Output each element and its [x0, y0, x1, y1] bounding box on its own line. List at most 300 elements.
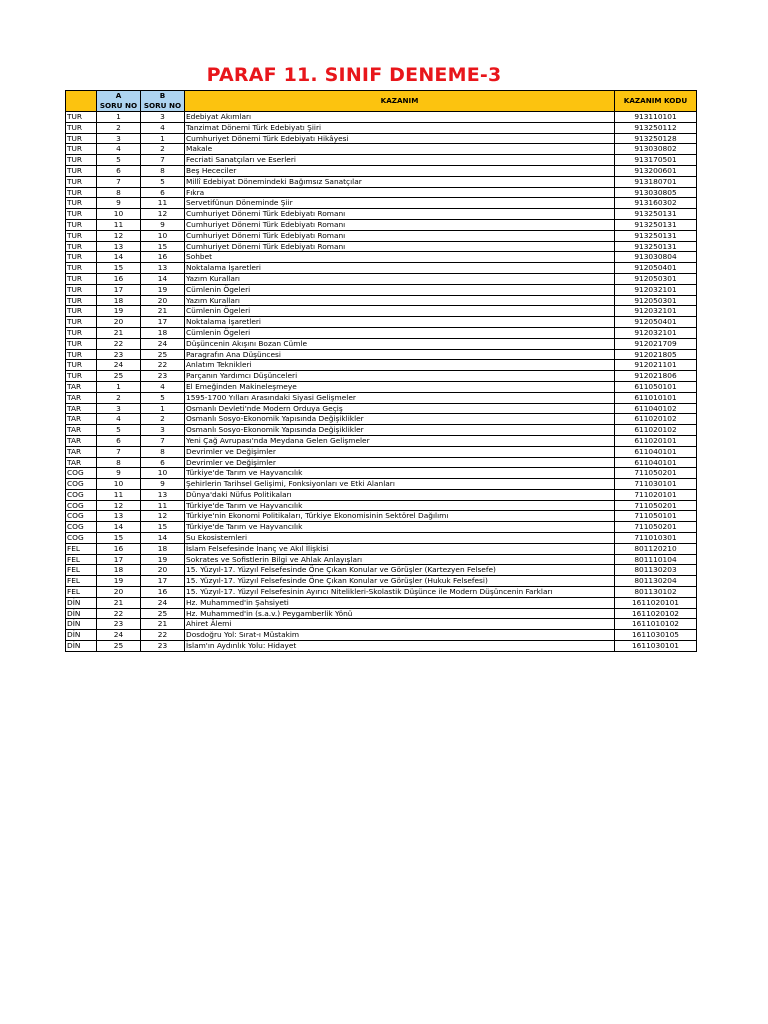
ders-cell: FEL: [66, 554, 97, 565]
a-soru-no-cell: 17: [97, 284, 141, 295]
ders-cell: TAR: [66, 457, 97, 468]
a-soru-no-cell: 14: [97, 252, 141, 263]
kazanim-kodu-cell: 711050201: [615, 522, 697, 533]
a-soru-no-cell: 5: [97, 155, 141, 166]
kazanim-cell: Fecriati Sanatçıları ve Eserleri: [185, 155, 615, 166]
a-soru-no-cell: 22: [97, 608, 141, 619]
ders-cell: FEL: [66, 543, 97, 554]
kazanim-kodu-cell: 913200601: [615, 165, 697, 176]
b-soru-no-cell: 17: [141, 317, 185, 328]
a-soru-no-cell: 2: [97, 122, 141, 133]
a-soru-no-cell: 9: [97, 198, 141, 209]
header-kazanim-kodu: KAZANIM KODU: [615, 91, 697, 112]
table-row: [66, 263, 697, 274]
table-row: [66, 112, 697, 123]
b-soru-no-cell: 22: [141, 630, 185, 641]
table-row: [66, 641, 697, 652]
b-soru-no-cell: 15: [141, 241, 185, 252]
b-soru-no-cell: 1: [141, 133, 185, 144]
kazanim-kodu-cell: 913160302: [615, 198, 697, 209]
kazanim-kodu-cell: 711050201: [615, 468, 697, 479]
ders-cell: TUR: [66, 155, 97, 166]
a-soru-no-cell: 3: [97, 133, 141, 144]
ders-cell: TUR: [66, 360, 97, 371]
ders-cell: TAR: [66, 403, 97, 414]
ders-cell: COG: [66, 522, 97, 533]
ders-cell: TUR: [66, 219, 97, 230]
a-soru-no-cell: 23: [97, 619, 141, 630]
b-soru-no-cell: 20: [141, 295, 185, 306]
kazanim-cell: Osmanlı Sosyo-Ekonomik Yapısında Değişiklikler: [185, 414, 615, 425]
kazanim-cell: Noktalama İşaretleri: [185, 263, 615, 274]
table-row: [66, 533, 697, 544]
kazanim-cell: Osmanlı Sosyo-Ekonomik Yapısında Değişiklikler: [185, 425, 615, 436]
kazanim-cell: Servetifünun Döneminde Şiir: [185, 198, 615, 209]
a-soru-no-cell: 6: [97, 165, 141, 176]
kazanim-kodu-cell: 711050201: [615, 500, 697, 511]
kazanim-cell: Cumhuriyet Dönemi Türk Edebiyatı Romanı: [185, 209, 615, 220]
kazanim-cell: İslam Felsefesinde İnanç ve Akıl İlişkisi: [185, 543, 615, 554]
kazanim-kodu-cell: 801130203: [615, 565, 697, 576]
b-soru-no-cell: 17: [141, 576, 185, 587]
kazanim-kodu-cell: 912050301: [615, 273, 697, 284]
a-soru-no-cell: 12: [97, 230, 141, 241]
a-soru-no-cell: 7: [97, 446, 141, 457]
a-soru-no-cell: 25: [97, 371, 141, 382]
ders-cell: TAR: [66, 381, 97, 392]
ders-cell: DİN: [66, 630, 97, 641]
ders-cell: COG: [66, 479, 97, 490]
a-soru-no-cell: 20: [97, 587, 141, 598]
a-soru-no-cell: 13: [97, 241, 141, 252]
table-row: [66, 554, 697, 565]
b-soru-no-cell: 7: [141, 155, 185, 166]
kazanim-kodu-cell: 912021101: [615, 360, 697, 371]
a-soru-no-cell: 20: [97, 317, 141, 328]
kazanim-kodu-cell: 913110101: [615, 112, 697, 123]
ders-cell: TUR: [66, 263, 97, 274]
a-soru-no-cell: 18: [97, 565, 141, 576]
table-row: [66, 230, 697, 241]
b-soru-no-cell: 14: [141, 273, 185, 284]
kazanim-kodu-cell: 801120210: [615, 543, 697, 554]
table-row: [66, 468, 697, 479]
b-soru-no-cell: 18: [141, 327, 185, 338]
a-soru-no-cell: 14: [97, 522, 141, 533]
table-row: [66, 176, 697, 187]
b-soru-no-cell: 4: [141, 381, 185, 392]
kazanim-cell: Millî Edebiyat Dönemindeki Bağımsız Sanatçılar: [185, 176, 615, 187]
ders-cell: DİN: [66, 597, 97, 608]
a-soru-no-cell: 4: [97, 144, 141, 155]
table-row: [66, 608, 697, 619]
kazanim-cell: Türkiye'de Tarım ve Hayvancılık: [185, 500, 615, 511]
table-row: [66, 198, 697, 209]
table-row: [66, 349, 697, 360]
header-b-soru-no: [141, 91, 185, 112]
table-row: [66, 209, 697, 220]
kazanim-kodu-cell: 801110104: [615, 554, 697, 565]
table-row: [66, 479, 697, 490]
kazanim-kodu-cell: 913030805: [615, 187, 697, 198]
a-soru-no-cell: 25: [97, 641, 141, 652]
kazanim-cell: 1595-1700 Yılları Arasındaki Siyasi Gelişmeler: [185, 392, 615, 403]
b-soru-no-cell: 9: [141, 219, 185, 230]
kazanim-cell: Türkiye'nin Ekonomi Politikaları, Türkiye Ekonomisinin Sektörel Dağılımı: [185, 511, 615, 522]
b-soru-no-cell: 19: [141, 284, 185, 295]
a-soru-no-cell: 13: [97, 511, 141, 522]
kazanim-cell: 15. Yüzyıl-17. Yüzyıl Felsefesinde Öne Çıkan Konular ve Görüşler (Hukuk Felsefesi): [185, 576, 615, 587]
kazanim-kodu-cell: 913250128: [615, 133, 697, 144]
kazanim-cell: Hz. Muhammed'in (s.a.v.) Peygamberlik Yönü: [185, 608, 615, 619]
header-a-sub: SORU NO: [99, 101, 138, 110]
table-row: [66, 273, 697, 284]
ders-cell: TAR: [66, 435, 97, 446]
kazanim-cell: Cümlenin Ögeleri: [185, 327, 615, 338]
kazanim-kodu-cell: 711010301: [615, 533, 697, 544]
a-soru-no-cell: 23: [97, 349, 141, 360]
a-soru-no-cell: 21: [97, 597, 141, 608]
ders-cell: TAR: [66, 446, 97, 457]
kazanim-kodu-cell: 913180701: [615, 176, 697, 187]
kazanim-kodu-cell: 912021709: [615, 338, 697, 349]
a-soru-no-cell: 24: [97, 360, 141, 371]
table-row: [66, 165, 697, 176]
kazanim-kodu-cell: 912050401: [615, 317, 697, 328]
table-row: [66, 219, 697, 230]
b-soru-no-cell: 21: [141, 306, 185, 317]
b-soru-no-cell: 10: [141, 468, 185, 479]
a-soru-no-cell: 18: [97, 295, 141, 306]
b-soru-no-cell: 2: [141, 144, 185, 155]
kazanim-cell: Su Ekosistemleri: [185, 533, 615, 544]
table-row: [66, 522, 697, 533]
table-row: [66, 425, 697, 436]
table-body: [66, 112, 697, 652]
table-row: [66, 511, 697, 522]
b-soru-no-cell: 25: [141, 608, 185, 619]
table-row: [66, 392, 697, 403]
b-soru-no-cell: 6: [141, 187, 185, 198]
kazanim-cell: Cumhuriyet Dönemi Türk Edebiyatı Romanı: [185, 241, 615, 252]
table-row: [66, 295, 697, 306]
a-soru-no-cell: 10: [97, 209, 141, 220]
a-soru-no-cell: 10: [97, 479, 141, 490]
kazanim-kodu-cell: 913250131: [615, 241, 697, 252]
b-soru-no-cell: 13: [141, 263, 185, 274]
ders-cell: FEL: [66, 576, 97, 587]
table-row: [66, 543, 697, 554]
header-a-soru-no: [97, 91, 141, 112]
ders-cell: TUR: [66, 252, 97, 263]
b-soru-no-cell: 24: [141, 597, 185, 608]
ders-cell: TUR: [66, 371, 97, 382]
ders-cell: TUR: [66, 349, 97, 360]
b-soru-no-cell: 5: [141, 392, 185, 403]
header-a-label: A: [115, 91, 122, 100]
table-row: [66, 435, 697, 446]
kazanim-cell: Dünya'daki Nüfus Politikaları: [185, 489, 615, 500]
table-row: [66, 371, 697, 382]
b-soru-no-cell: 7: [141, 435, 185, 446]
kazanim-cell: Yazım Kuralları: [185, 295, 615, 306]
b-soru-no-cell: 18: [141, 543, 185, 554]
kazanim-cell: Cumhuriyet Dönemi Türk Edebiyatı Hikâyesi: [185, 133, 615, 144]
b-soru-no-cell: 24: [141, 338, 185, 349]
ders-cell: TUR: [66, 209, 97, 220]
kazanim-kodu-cell: 913250131: [615, 230, 697, 241]
b-soru-no-cell: 9: [141, 479, 185, 490]
ders-cell: TAR: [66, 392, 97, 403]
table-row: [66, 457, 697, 468]
kazanim-kodu-cell: 801130204: [615, 576, 697, 587]
table-row: [66, 155, 697, 166]
kazanim-cell: Noktalama İşaretleri: [185, 317, 615, 328]
b-soru-no-cell: 4: [141, 122, 185, 133]
table-row: [66, 338, 697, 349]
table-row: [66, 619, 697, 630]
kazanim-kodu-cell: 611040102: [615, 403, 697, 414]
a-soru-no-cell: 7: [97, 176, 141, 187]
ders-cell: TUR: [66, 306, 97, 317]
b-soru-no-cell: 8: [141, 165, 185, 176]
b-soru-no-cell: 16: [141, 252, 185, 263]
a-soru-no-cell: 24: [97, 630, 141, 641]
header-row: [66, 91, 697, 112]
kazanim-cell: 15. Yüzyıl-17. Yüzyıl Felsefesinde Öne Çıkan Konular ve Görüşler (Kartezyen Felsefe): [185, 565, 615, 576]
b-soru-no-cell: 13: [141, 489, 185, 500]
a-soru-no-cell: 19: [97, 306, 141, 317]
table-row: [66, 317, 697, 328]
kazanim-cell: Makale: [185, 144, 615, 155]
kazanim-kodu-cell: 912032101: [615, 327, 697, 338]
table-row: [66, 565, 697, 576]
kazanim-cell: Dosdoğru Yol: Sırat-ı Müstakim: [185, 630, 615, 641]
kazanim-cell: Edebiyat Akımları: [185, 112, 615, 123]
table-row: [66, 284, 697, 295]
table-row: [66, 576, 697, 587]
b-soru-no-cell: 12: [141, 511, 185, 522]
ders-cell: TUR: [66, 284, 97, 295]
ders-cell: TUR: [66, 133, 97, 144]
ders-cell: DİN: [66, 619, 97, 630]
table-row: [66, 187, 697, 198]
b-soru-no-cell: 23: [141, 371, 185, 382]
ders-cell: TUR: [66, 144, 97, 155]
table-row: [66, 252, 697, 263]
table-row: [66, 360, 697, 371]
a-soru-no-cell: 16: [97, 543, 141, 554]
kazanim-cell: Devrimler ve Değişimler: [185, 446, 615, 457]
kazanim-kodu-cell: 1611030105: [615, 630, 697, 641]
kazanim-cell: Türkiye'de Tarım ve Hayvancılık: [185, 468, 615, 479]
kazanim-kodu-cell: 611010101: [615, 392, 697, 403]
a-soru-no-cell: 15: [97, 533, 141, 544]
kazanim-kodu-cell: 913030804: [615, 252, 697, 263]
b-soru-no-cell: 23: [141, 641, 185, 652]
a-soru-no-cell: 6: [97, 435, 141, 446]
a-soru-no-cell: 16: [97, 273, 141, 284]
kazanim-cell: Şehirlerin Tarihsel Gelişimi, Fonksiyonları ve Etki Alanları: [185, 479, 615, 490]
b-soru-no-cell: 11: [141, 500, 185, 511]
kazanim-kodu-cell: 611040101: [615, 446, 697, 457]
ders-cell: DİN: [66, 641, 97, 652]
kazanim-kodu-cell: 1611020102: [615, 608, 697, 619]
b-soru-no-cell: 19: [141, 554, 185, 565]
a-soru-no-cell: 1: [97, 381, 141, 392]
ders-cell: TUR: [66, 122, 97, 133]
ders-cell: TUR: [66, 198, 97, 209]
a-soru-no-cell: 15: [97, 263, 141, 274]
kazanim-kodu-cell: 611020102: [615, 414, 697, 425]
kazanim-cell: Ahiret Âlemi: [185, 619, 615, 630]
b-soru-no-cell: 3: [141, 112, 185, 123]
kazanim-kodu-cell: 711050101: [615, 511, 697, 522]
ders-cell: TUR: [66, 112, 97, 123]
ders-cell: COG: [66, 500, 97, 511]
kazanim-kodu-cell: 611050101: [615, 381, 697, 392]
kazanim-cell: Osmanlı Devleti'nde Modern Orduya Geçiş: [185, 403, 615, 414]
table-row: [66, 597, 697, 608]
ders-cell: TUR: [66, 327, 97, 338]
ders-cell: TUR: [66, 176, 97, 187]
b-soru-no-cell: 14: [141, 533, 185, 544]
kazanim-kodu-cell: 711020101: [615, 489, 697, 500]
a-soru-no-cell: 11: [97, 219, 141, 230]
b-soru-no-cell: 5: [141, 176, 185, 187]
kazanim-cell: Sohbet: [185, 252, 615, 263]
ders-cell: DİN: [66, 608, 97, 619]
kazanim-cell: Anlatım Teknikleri: [185, 360, 615, 371]
kazanim-kodu-cell: 912050301: [615, 295, 697, 306]
table-row: [66, 306, 697, 317]
ders-cell: TUR: [66, 241, 97, 252]
kazanim-kodu-cell: 1611010102: [615, 619, 697, 630]
b-soru-no-cell: 6: [141, 457, 185, 468]
a-soru-no-cell: 11: [97, 489, 141, 500]
kazanim-kodu-cell: 912032101: [615, 284, 697, 295]
table-row: [66, 587, 697, 598]
b-soru-no-cell: 15: [141, 522, 185, 533]
table-row: [66, 489, 697, 500]
table-row: [66, 414, 697, 425]
kazanim-cell: Devrimler ve Değişimler: [185, 457, 615, 468]
b-soru-no-cell: 12: [141, 209, 185, 220]
kazanim-cell: Parçanın Yardımcı Düşünceleri: [185, 371, 615, 382]
kazanim-cell: Cumhuriyet Dönemi Türk Edebiyatı Romanı: [185, 219, 615, 230]
a-soru-no-cell: 19: [97, 576, 141, 587]
b-soru-no-cell: 11: [141, 198, 185, 209]
kazanim-cell: 15. Yüzyıl-17. Yüzyıl Felsefesinin Ayırıcı Nitelikleri-Skolastik Düşünce ile Modern Düşüncenin Farkları: [185, 587, 615, 598]
kazanim-cell: İslam'ın Aydınlık Yolu: Hidayet: [185, 641, 615, 652]
kazanim-kodu-cell: 913250112: [615, 122, 697, 133]
a-soru-no-cell: 9: [97, 468, 141, 479]
kazanim-kodu-cell: 801130102: [615, 587, 697, 598]
kazanim-kodu-cell: 913250131: [615, 219, 697, 230]
a-soru-no-cell: 1: [97, 112, 141, 123]
table-row: [66, 327, 697, 338]
header-kazanim: KAZANIM: [185, 91, 615, 112]
kazanim-kodu-cell: 611040101: [615, 457, 697, 468]
kazanim-cell: Hz. Muhammed'in Şahsiyeti: [185, 597, 615, 608]
kazanim-cell: Paragrafın Ana Düşüncesi: [185, 349, 615, 360]
ders-cell: TUR: [66, 295, 97, 306]
kazanim-kodu-cell: 611020102: [615, 425, 697, 436]
kazanim-kodu-cell: 1611030101: [615, 641, 697, 652]
page-title: PARAF 11. SINIF DENEME-3: [206, 64, 502, 86]
b-soru-no-cell: 16: [141, 587, 185, 598]
kazanim-cell: Beş Hececiler: [185, 165, 615, 176]
b-soru-no-cell: 10: [141, 230, 185, 241]
kazanim-cell: Cümlenin Ögeleri: [185, 284, 615, 295]
kazanim-kodu-cell: 912032101: [615, 306, 697, 317]
ders-cell: TUR: [66, 187, 97, 198]
table-row: [66, 241, 697, 252]
b-soru-no-cell: 20: [141, 565, 185, 576]
a-soru-no-cell: 5: [97, 425, 141, 436]
b-soru-no-cell: 8: [141, 446, 185, 457]
header-b-label: B: [159, 91, 166, 100]
ders-cell: COG: [66, 511, 97, 522]
ders-cell: FEL: [66, 565, 97, 576]
kazanim-cell: Sokrates ve Sofistlerin Bilgi ve Ahlak Anlayışları: [185, 554, 615, 565]
header-ders: [66, 91, 97, 112]
a-soru-no-cell: 3: [97, 403, 141, 414]
kazanim-cell: Türkiye'de Tarım ve Hayvancılık: [185, 522, 615, 533]
kazanim-cell: Düşüncenin Akışını Bozan Cümle: [185, 338, 615, 349]
kazanim-cell: Tanzimat Dönemi Türk Edebiyatı Şiiri: [185, 122, 615, 133]
kazanim-kodu-cell: 913250131: [615, 209, 697, 220]
ders-cell: COG: [66, 468, 97, 479]
kazanim-kodu-cell: 912021806: [615, 371, 697, 382]
table-row: [66, 500, 697, 511]
kazanim-cell: Cumhuriyet Dönemi Türk Edebiyatı Romanı: [185, 230, 615, 241]
a-soru-no-cell: 12: [97, 500, 141, 511]
kazanim-cell: Cümlenin Ögeleri: [185, 306, 615, 317]
table-row: [66, 133, 697, 144]
table-row: [66, 446, 697, 457]
kazanim-kodu-cell: 912050401: [615, 263, 697, 274]
table-row: [66, 403, 697, 414]
b-soru-no-cell: 25: [141, 349, 185, 360]
kazanim-cell: El Emeğinden Makineleşmeye: [185, 381, 615, 392]
ders-cell: TUR: [66, 230, 97, 241]
table-row: [66, 122, 697, 133]
table-row: [66, 381, 697, 392]
kazanim-kodu-cell: 1611020101: [615, 597, 697, 608]
kazanim-kodu-cell: 912021805: [615, 349, 697, 360]
b-soru-no-cell: 2: [141, 414, 185, 425]
a-soru-no-cell: 8: [97, 457, 141, 468]
ders-cell: TUR: [66, 165, 97, 176]
table-row: [66, 630, 697, 641]
ders-cell: COG: [66, 533, 97, 544]
kazanim-cell: Yazım Kuralları: [185, 273, 615, 284]
a-soru-no-cell: 22: [97, 338, 141, 349]
ders-cell: TAR: [66, 425, 97, 436]
ders-cell: TUR: [66, 273, 97, 284]
b-soru-no-cell: 22: [141, 360, 185, 371]
kazanim-table: [65, 90, 697, 652]
a-soru-no-cell: 17: [97, 554, 141, 565]
a-soru-no-cell: 4: [97, 414, 141, 425]
kazanim-kodu-cell: 913030802: [615, 144, 697, 155]
kazanim-cell: Yeni Çağ Avrupası'nda Meydana Gelen Gelişmeler: [185, 435, 615, 446]
kazanim-kodu-cell: 913170501: [615, 155, 697, 166]
ders-cell: TUR: [66, 317, 97, 328]
ders-cell: FEL: [66, 587, 97, 598]
header-b-sub: SORU NO: [143, 101, 182, 110]
